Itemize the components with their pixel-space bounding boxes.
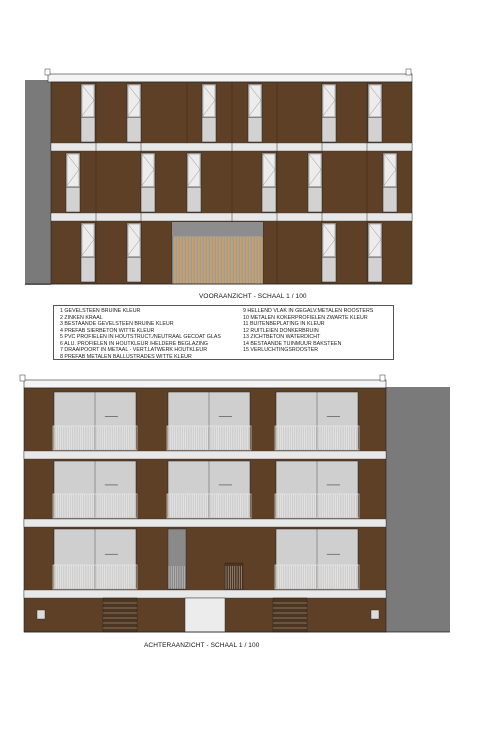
gate-slat [228,237,230,284]
front-elevation-title: VOORAANZICHT - SCHAAL 1 / 100 [199,293,307,300]
window-bay [53,392,137,450]
gate-slat [198,237,200,284]
window [248,84,262,142]
chimney-left [45,69,50,75]
window [81,84,95,142]
materials-legend [53,305,394,360]
gate-slat [195,237,197,284]
gate-slat [240,237,242,284]
legend-left-column [60,308,221,360]
window-glass [142,154,154,186]
window-glass [369,85,381,117]
window-bay [53,529,137,589]
window [322,84,336,142]
window-glass [384,154,396,186]
window-bay [275,461,359,518]
window [141,153,155,212]
window-glass [82,224,94,256]
legend-item: 13 ZICHTBETON WATERDICHT [243,334,321,341]
legend-right-column [243,308,373,354]
gate-slat [261,237,263,284]
gate-slat [183,237,185,284]
window-glass [369,224,381,256]
gate-slat [255,237,257,284]
neighbor-wall-left [25,80,51,285]
window [127,223,141,282]
legend-item: 1 GEVELSTEEN BRUINE KLEUR [60,308,141,314]
gate-slat [189,237,191,284]
legend-item: 11 BUITENBEPLATING IN KLEUR [243,321,325,328]
window [368,223,382,282]
window-glass [203,85,215,117]
window-bay [167,392,251,450]
window [322,223,336,282]
legend-item: 9 HELLEND VLAK IN GEGALV.METALEN ROOSTERS [243,308,374,314]
legend-item: 3 BESTAANDE GEVELSTEEN BRUINE KLEUR [60,321,174,328]
gate-slat [222,237,224,284]
gate-slat [249,237,251,284]
gate-slat [210,237,212,284]
window-glass [309,154,321,186]
chimney-right [406,69,411,75]
gate-slat [216,237,218,284]
window [368,84,382,142]
legend-item: 14 BESTAANDE TUINMUUR BAKSTEEN [243,340,342,347]
gate-slat [177,237,179,284]
window-bay [53,461,137,518]
entrance-passage [185,598,225,632]
window-glass [323,85,335,117]
window-glass [249,85,261,117]
legend-item: 7 DRAAIPOORT IN METAAL - VERT.LATWERK HOUTKLEUR [60,347,208,354]
legend-item: 5 PVC PROFIELEN IN HOUTSTRUCT./NEUTRAAL GECOAT GLAS [60,334,221,341]
gate-slat [204,237,206,284]
window-glass [188,154,200,186]
window [81,223,95,282]
rear-elevation-title: ACHTERAANZICHT - SCHAAL 1 / 100 [144,642,260,649]
neighbor-wall-right [386,387,450,632]
floor-band [24,519,386,527]
window [383,153,397,212]
window-bay [275,529,359,589]
window [262,153,276,212]
legend-item: 6 ALU. PROFIELEN IN HOUTKLEUR /HELDERE BEGLAZING [60,340,209,347]
window-glass [263,154,275,186]
gate-slat [213,237,215,284]
window [308,153,322,212]
chimney-right [380,375,385,381]
legend-item: 12 RUITLEIEN DONKERBRUIN [243,327,319,334]
gate-slat [231,237,233,284]
window-glass [82,85,94,117]
gate-slat [237,237,239,284]
rear-elevation [20,375,450,632]
window-glass [67,154,79,186]
legend-item: 8 PREFAB METALEN BALLUSTRADES WITTE KLEUR [60,353,192,360]
gate-slat [252,237,254,284]
gate-slat [180,237,182,284]
gate-slat [246,237,248,284]
floor-band [24,451,386,459]
chimney-left [20,375,25,381]
gate-slat [201,237,203,284]
legend-item: 15 VERLUCHTINGSROOSTER [243,347,319,354]
gate-slat [207,237,209,284]
gate-slat [258,237,260,284]
floor-band [24,590,386,598]
window [187,153,201,212]
legend-item: 4 PREFAB SIERBETON WITTE KLEUR [60,327,155,334]
gate-slat [234,237,236,284]
gate-slat [186,237,188,284]
window-glass [128,224,140,256]
window-glass [128,85,140,117]
window [202,84,216,142]
gate-slat [192,237,194,284]
gate-slat [225,237,227,284]
door [225,563,243,589]
door [168,529,186,589]
window-bay [275,392,359,450]
window-bay [167,461,251,518]
legend-item: 10 METALEN KOKERPROFIELEN ZWARTE KLEUR [243,314,368,321]
roof-parapet [24,380,386,388]
gate-slat [174,237,176,284]
window-glass [323,224,335,256]
window [66,153,80,212]
gate-slat [219,237,221,284]
floor-band [51,143,412,151]
front-elevation [25,69,412,285]
window [127,84,141,142]
gate-slat [243,237,245,284]
ventilation-grille [37,610,45,619]
legend-item: 2 ZINKEN KRAAL [60,314,103,321]
roof-parapet [48,74,412,82]
ventilation-grille [371,610,379,619]
floor-band [51,213,412,221]
gate-lintel [172,222,263,236]
